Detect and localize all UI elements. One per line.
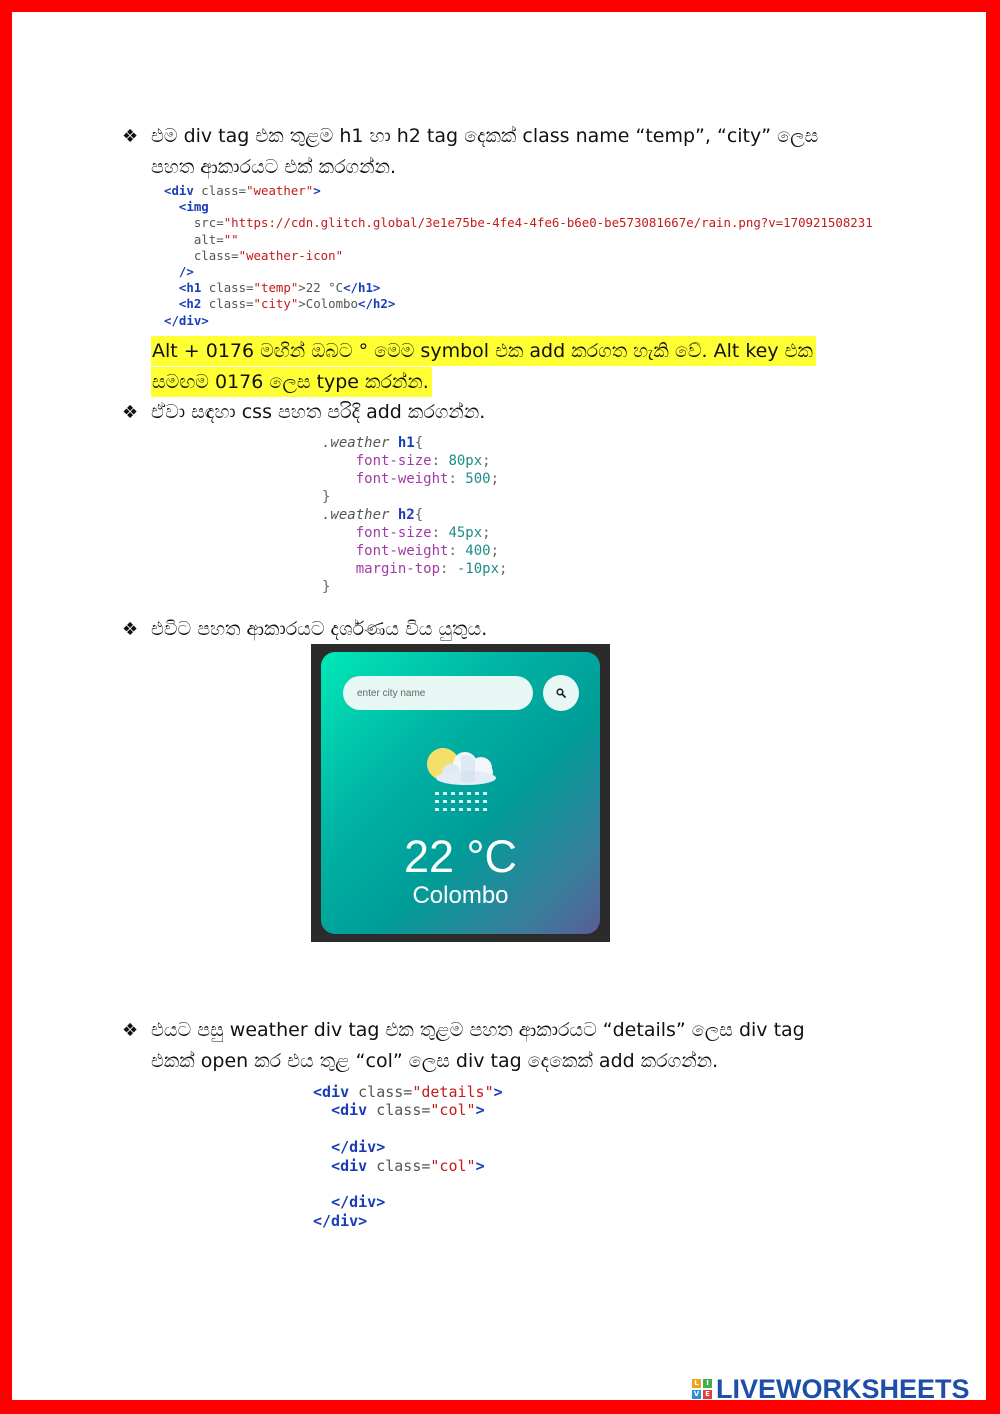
diamond-bullet-icon: ❖ <box>122 126 139 147</box>
rain-cloud-sun-icon <box>421 744 501 819</box>
bullet-add-h1-h2 <box>122 121 852 183</box>
city-heading: Colombo <box>412 882 509 909</box>
diamond-bullet-icon: ❖ <box>122 1020 139 1041</box>
highlight-note-line2: සමඟම 0176 ලෙස type කරන්න. <box>151 367 432 397</box>
html-code-weather-div: <div class="weather"> <img src="https://cdn.glitch.global/3e1e75be-4fe4-4fe6-b6e0-be573081667e/rain.png?v=170921508231 alt="" class="weather-icon" /> <h1 class="temp">22 °C</h1> <h2 class="city">Colombo</h2> </div> <box>164 183 873 328</box>
diamond-bullet-icon: ❖ <box>122 402 139 423</box>
bullet-text: එවිට පහත ආකාරයට දර්ශණය විය යුතුය. <box>151 618 488 640</box>
logo-text: LIVEWORKSHEETS <box>716 1374 970 1404</box>
city-search-input[interactable] <box>343 676 533 710</box>
bullet-add-details-div <box>122 1015 852 1077</box>
bullet-text: ඒවා සඳහා css පහත පරිදි add කරගන්න. <box>151 401 486 423</box>
weather-app-preview <box>311 644 610 942</box>
highlight-note-line1: Alt + 0176 මඟින් ඔබට ° මෙම symbol එක add කරගත හැකි වේ. Alt key එක <box>151 336 816 366</box>
bullet-text-line1: එයට පසු weather div tag එක තුළම පහත ආකාරයට “details” ලෙස div tag <box>151 1019 805 1041</box>
bullet-text-line2: එකක් open කර එය තුළ “col” ලෙස div tag දෙකෙක් add කරගන්න. <box>151 1050 719 1072</box>
weather-card <box>321 652 600 934</box>
bullet-result-preview <box>122 614 852 645</box>
search-icon <box>556 688 566 698</box>
diamond-bullet-icon: ❖ <box>122 619 139 640</box>
bullet-text-line2: පහත ආකාරයට එක් කරගන්න. <box>151 156 397 178</box>
bullet-add-css <box>122 397 852 428</box>
html-code-details-div: <div class="details"> <div class="col"> </div> <div class="col"> </div> </div> <box>313 1083 503 1230</box>
bullet-text-line1: එම div tag එක තුළම h1 හා h2 tag දෙකක් class name “temp”, “city” ලෙස <box>151 125 819 147</box>
css-code-weather: .weather h1{ font-size: 80px; font-weight: 500; } .weather h2{ font-size: 45px; font-weight: 400; margin-top: -10px; } <box>322 435 508 595</box>
temperature-heading: 22 °C <box>403 831 518 882</box>
logo-mark-icon: L I V E <box>692 1379 714 1401</box>
search-button[interactable] <box>543 675 579 711</box>
